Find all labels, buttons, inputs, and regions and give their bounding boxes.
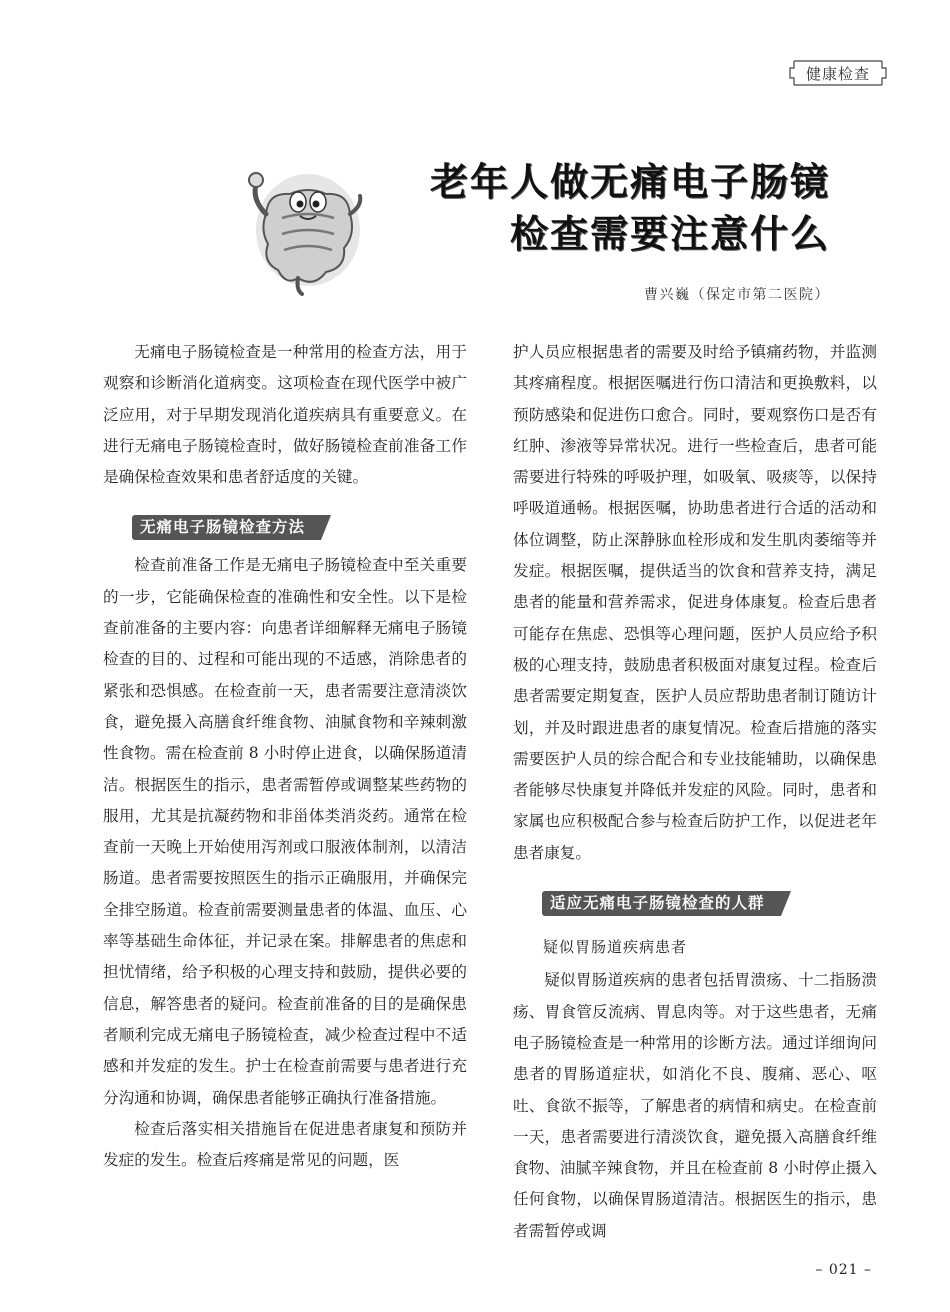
left-column [103, 337, 467, 1176]
article-byline: 曹兴巍（保定市第二医院） [644, 287, 830, 303]
post-care-paragraph-continued: 护人员应根据患者的需要及时给予镇痛药物，并监测其疼痛程度。根据医嘱进行伤口清洁和更换敷料，以预防感染和促进伤口愈合。同时，要观察伤口是否有红肿、渗液等异常状况。进行一些检查后，患者可能需要进行特殊的呼吸护理，如吸氧、吸痰等，以保持呼吸道通畅。根据医嘱，协助患者进行合适的活动和体位调整，防止深静脉血栓形成和发生肌肉萎缩等并发症。根据医嘱，提供适当的饮食和营养支持，满足患者的能量和营养需求，促进身体康复。检查后患者可能存在焦虑、恐惧等心理问题，医护人员应给予积极的心理支持，鼓励患者积极面对康复过程。检查后患者需要定期复查，医护人员应帮助患者制订随访计划，并及时跟进患者的康复情况。检查后措施的落实需要医护人员的综合配合和专业技能辅助，以确保患者能够尽快康复并降低并发症的风险。同时，患者和家属也应积极配合参与检查后防护工作，以促进老年患者康复。 [513, 343, 877, 862]
post-care-paragraph-start: 检查后落实相关措施旨在促进患者康复和预防并发症的发生。检查后疼痛是常见的问题，医 [103, 1119, 467, 1170]
article-title-line-1: 老年人做无痛电子肠镜 [429, 160, 830, 204]
subheading-gi-patients: 疑似胃肠道疾病患者 [543, 938, 688, 957]
section-heading-methods: 无痛电子肠镜检查方法 [132, 515, 321, 540]
intro-paragraph: 无痛电子肠镜检查是一种常用的检查方法，用于观察和诊断消化道病变。这项检查在现代医学中被广泛应用，对于早期发现消化道疾病具有重要意义。在进行无痛电子肠镜检查时，做好肠镜检查前准备工作是确保检查效果和患者舒适度的关键。 [103, 343, 467, 487]
article-title-line-2: 检查需要注意什么 [509, 212, 830, 256]
intestine-mascot-illustration [238, 156, 378, 296]
right-column [513, 337, 877, 1247]
article-title [430, 156, 830, 260]
section-tag [788, 58, 888, 88]
section-tag-label: 健康检查 [805, 64, 870, 83]
section-heading-groups: 适应无痛电子肠镜检查的人群 [542, 891, 781, 916]
prep-paragraph: 检查前准备工作是无痛电子肠镜检查中至关重要的一步，它能确保检查的准确性和安全性。以下是检查前准备的主要内容：向患者详细解释无痛电子肠镜检查的目的、过程和可能出现的不适感，消除患者的紧张和恐惧感。在检查前一天，患者需要注意清淡饮食，避免摄入高膳食纤维食物、油腻食物和辛辣刺激性食物。需在检查前 8 小时停止进食，以确保肠道清洁。根据医生的指示，患者需暂停或调整某些药物的服用，尤其是抗凝药物和非甾体类消炎药。通常在检查前一天晚上开始使用泻剂或口服液体制剂，以清洁肠道。患者需要按照医生的指示正确服用，并确保完全排空肠道。检查前需要测量患者的体温、血压、心率等基础生命体征，并记录在案。排解患者的焦虑和担忧情绪，给予积极的心理支持和鼓励，提供必要的信息，解答患者的疑问。检查前准备的目的是确保患者顺利完成无痛电子肠镜检查，减少检查过程中不适感和并发症的发生。护士在检查前需要与患者进行充分沟通和协调，确保患者能够正确执行准备措施。 [103, 556, 467, 1107]
page-number: – 021 – [815, 1262, 872, 1278]
gi-paragraph: 疑似胃肠道疾病的患者包括胃溃疡、十二指肠溃疡、胃食管反流病、胃息肉等。对于这些患者，无痛电子肠镜检查是一种常用的诊断方法。通过详细询问患者的胃肠道症状，如消化不良、腹痛、恶心、呕吐、食欲不振等，了解患者的病情和病史。在检查前一天，患者需要进行清淡饮食，避免摄入高膳食纤维食物、油腻辛辣食物，并且在检查前 8 小时停止摄入任何食物，以确保胃肠道清洁。根据医生的指示，患者需暂停或调 [513, 971, 877, 1240]
